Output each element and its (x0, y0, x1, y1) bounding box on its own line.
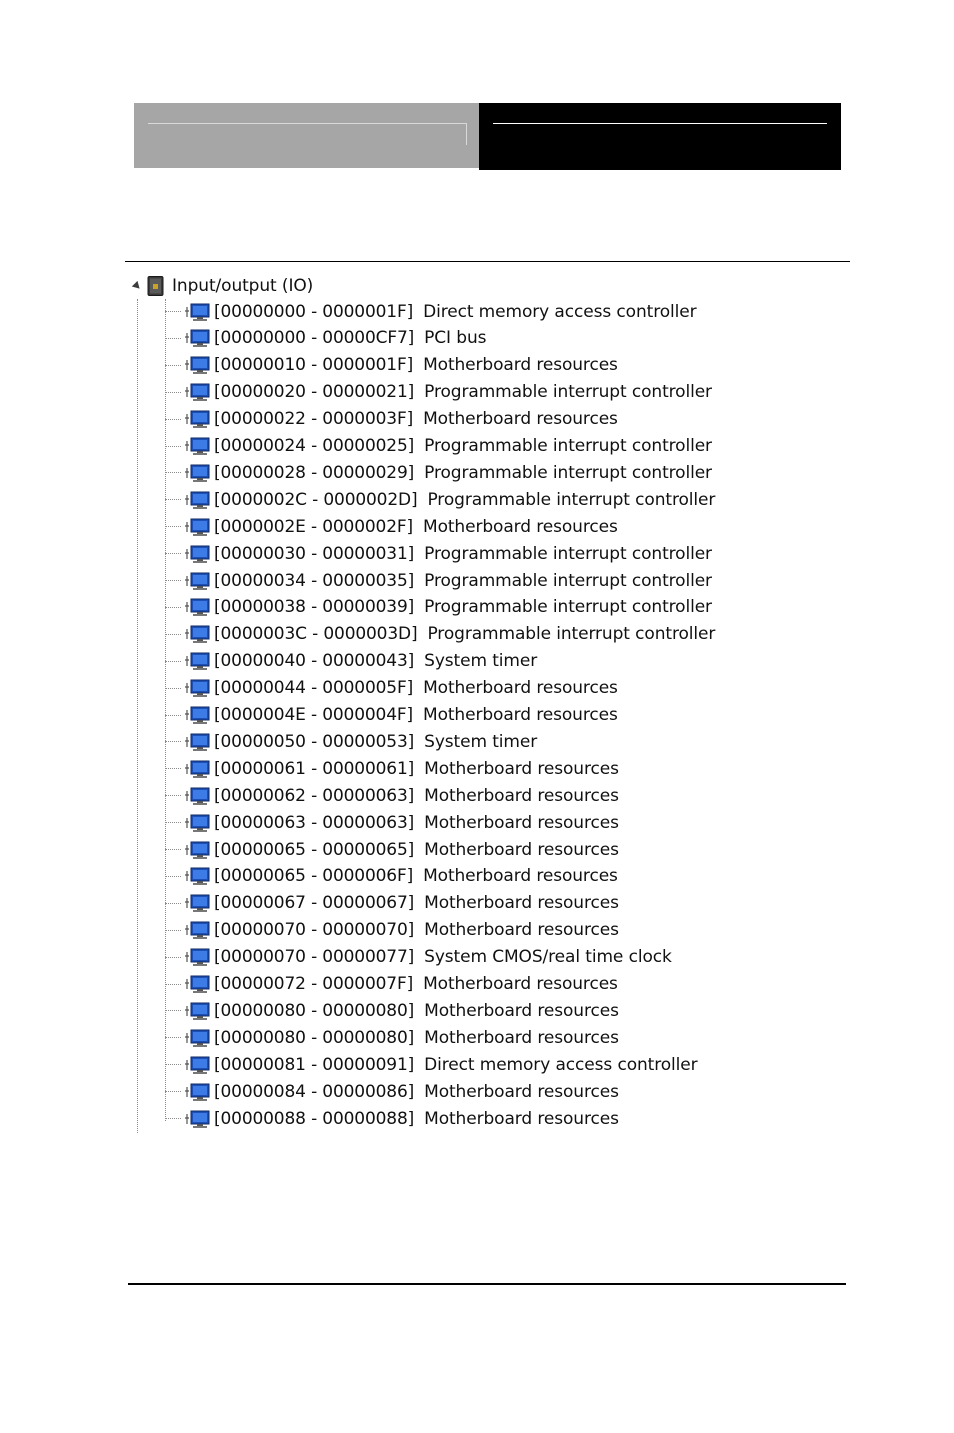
computer-device-icon (183, 786, 211, 806)
device-description: Motherboard resources (423, 974, 618, 994)
top-rule (125, 261, 850, 262)
tree-connector (165, 903, 181, 904)
tree-item[interactable] (165, 944, 672, 971)
header-gray-tick (466, 123, 467, 145)
device-description: Programmable interrupt controller (424, 462, 712, 483)
device-description: Motherboard resources (424, 785, 619, 806)
tree-connector (165, 795, 181, 796)
io-range: [00000010 - 0000001F] (214, 355, 414, 376)
tree-connector (165, 338, 181, 339)
computer-device-icon (183, 409, 211, 429)
io-range: [00000000 - 00000CF7] (214, 328, 415, 349)
tree-connector (165, 580, 181, 581)
device-description: Motherboard resources (424, 920, 619, 941)
computer-device-icon (183, 1082, 211, 1102)
computer-device-icon (183, 651, 211, 671)
tree-connector (165, 1064, 181, 1065)
tree-item[interactable] (165, 782, 619, 809)
tree-item[interactable] (165, 1024, 619, 1051)
tree-connector (165, 419, 181, 420)
device-description: Motherboard resources (424, 758, 619, 779)
tree-connector (165, 499, 181, 500)
device-description: Programmable interrupt controller (427, 624, 716, 645)
device-description: Motherboard resources (423, 866, 618, 887)
computer-device-icon (183, 947, 211, 967)
device-description: Motherboard resources (424, 893, 619, 914)
tree-connector (165, 634, 181, 635)
device-description: System timer (424, 651, 538, 672)
io-range: [00000072 - 0000007F] (214, 974, 414, 994)
tree-item[interactable] (165, 863, 618, 890)
tree-item[interactable] (165, 298, 697, 325)
tree-item[interactable] (165, 890, 619, 917)
tree-item[interactable] (165, 755, 619, 782)
io-range: [00000034 - 00000035] (214, 570, 415, 591)
device-description: Motherboard resources (424, 1108, 619, 1129)
io-range: [0000003C - 0000003D] (214, 624, 418, 645)
computer-device-icon (183, 328, 211, 348)
header-gray-line (148, 123, 466, 124)
device-description: Motherboard resources (424, 812, 619, 833)
device-description: Motherboard resources (423, 705, 618, 725)
device-description: Motherboard resources (423, 409, 618, 430)
device-description: Programmable interrupt controller (424, 597, 712, 618)
io-range: [00000030 - 00000031] (214, 543, 415, 564)
tree-item[interactable] (165, 1051, 698, 1078)
io-range: [00000024 - 00000025] (214, 436, 415, 456)
io-range: [00000038 - 00000039] (214, 597, 415, 618)
tree-item[interactable] (165, 621, 715, 648)
tree-connector (165, 446, 181, 447)
header-black-line (493, 123, 827, 124)
bottom-rule (128, 1283, 846, 1285)
tree-connector (165, 876, 181, 877)
computer-device-icon (183, 597, 211, 617)
computer-device-icon (183, 974, 211, 994)
tree-connector (165, 1010, 181, 1011)
tree-item[interactable] (165, 1105, 619, 1132)
device-description: System CMOS/real time clock (424, 947, 672, 968)
tree-connector (165, 849, 181, 850)
tree-item[interactable] (165, 325, 486, 352)
io-range: [00000088 - 00000088] (214, 1108, 415, 1129)
tree-item[interactable] (165, 997, 619, 1024)
io-range: [00000050 - 00000053] (214, 731, 415, 752)
tree-item[interactable] (165, 486, 715, 513)
header-gray-bar (134, 103, 479, 168)
io-range: [00000065 - 00000065] (214, 839, 415, 860)
computer-device-icon (183, 302, 211, 322)
tree-connector (165, 930, 181, 931)
io-range: [00000081 - 00000091] (214, 1054, 415, 1075)
computer-device-icon (183, 759, 211, 779)
computer-device-icon (183, 1109, 211, 1129)
computer-device-icon (183, 490, 211, 510)
io-range: [00000061 - 00000061] (214, 758, 415, 779)
io-range: [0000004E - 0000004F] (214, 705, 413, 725)
computer-device-icon (183, 436, 211, 456)
tree-connector (165, 1118, 181, 1119)
tree-item[interactable] (165, 809, 619, 836)
io-range: [00000020 - 00000021] (214, 382, 415, 403)
tree-root-label: Input/output (IO) (172, 275, 314, 296)
tree-connector (165, 957, 181, 958)
io-range: [00000080 - 00000080] (214, 1000, 415, 1021)
device-description: Programmable interrupt controller (424, 382, 712, 403)
computer-device-icon (183, 866, 211, 886)
io-range: [00000028 - 00000029] (214, 462, 415, 483)
io-range: [00000000 - 0000001F] (214, 301, 414, 322)
tree-connector (165, 715, 181, 716)
tree-item[interactable] (165, 513, 618, 540)
io-range: [00000044 - 0000005F] (214, 678, 414, 699)
device-description: Motherboard resources (424, 839, 619, 860)
tree-item[interactable] (165, 728, 537, 755)
tree-item[interactable] (165, 459, 712, 486)
device-description: Motherboard resources (423, 678, 618, 699)
computer-device-icon (183, 705, 211, 725)
tree-item[interactable] (165, 675, 618, 702)
tree-connector (165, 661, 181, 662)
tree-connector (165, 526, 181, 527)
computer-device-icon (183, 571, 211, 591)
io-range: [0000002C - 0000002D] (214, 489, 418, 510)
tree-item[interactable] (165, 352, 618, 379)
device-description: Programmable interrupt controller (424, 436, 712, 456)
computer-device-icon (183, 355, 211, 375)
device-description: System timer (424, 731, 538, 752)
tree-connector (165, 822, 181, 823)
io-range: [00000022 - 0000003F] (214, 409, 414, 430)
tree-item[interactable] (165, 379, 712, 406)
device-description: Motherboard resources (423, 516, 618, 537)
tree-item[interactable] (165, 648, 537, 675)
device-description: Programmable interrupt controller (427, 489, 716, 510)
device-description: Motherboard resources (424, 1000, 619, 1021)
tree-connector (165, 984, 181, 985)
tree-connector (165, 311, 181, 312)
tree-item[interactable] (165, 971, 618, 998)
io-range: [00000070 - 00000077] (214, 947, 415, 968)
computer-device-icon (183, 1028, 211, 1048)
io-range: [00000065 - 0000006F] (214, 866, 414, 887)
computer-device-icon (183, 893, 211, 913)
device-description: PCI bus (424, 328, 487, 349)
computer-device-icon (183, 813, 211, 833)
tree-connector (165, 553, 181, 554)
computer-device-icon (183, 1055, 211, 1075)
tree-connector (165, 768, 181, 769)
io-range: [00000080 - 00000080] (214, 1027, 415, 1048)
tree-connector (165, 1091, 181, 1092)
tree-item[interactable] (165, 567, 712, 594)
expand-arrow-icon[interactable] (132, 281, 143, 292)
computer-device-icon (183, 1001, 211, 1021)
tree-item[interactable] (165, 917, 619, 944)
computer-device-icon (183, 517, 211, 537)
tree-connector (165, 1037, 181, 1038)
tree-item[interactable] (165, 406, 618, 433)
computer-device-icon (183, 463, 211, 483)
computer-device-icon (183, 678, 211, 698)
device-description: Motherboard resources (423, 355, 618, 376)
io-range: [00000062 - 00000063] (214, 785, 415, 806)
tree-guide-line (137, 299, 138, 1133)
computer-device-icon (183, 382, 211, 402)
computer-device-icon (183, 732, 211, 752)
tree-connector (165, 741, 181, 742)
io-range: [00000063 - 00000063] (214, 812, 415, 833)
io-range: [00000040 - 00000043] (214, 651, 415, 672)
tree-root-io[interactable] (131, 272, 313, 299)
tree-connector (165, 365, 181, 366)
tree-item[interactable] (165, 702, 618, 729)
device-description: Programmable interrupt controller (424, 543, 712, 564)
tree-item[interactable] (165, 1078, 619, 1105)
device-description: Motherboard resources (424, 1027, 619, 1048)
tree-item[interactable] (165, 540, 712, 567)
computer-device-icon (183, 840, 211, 860)
tree-item[interactable] (165, 836, 619, 863)
io-range: [0000002E - 0000002F] (214, 516, 413, 537)
tree-item[interactable] (165, 433, 712, 460)
tree-item[interactable] (165, 594, 712, 621)
io-range: [00000070 - 00000070] (214, 920, 415, 941)
tree-connector (165, 607, 181, 608)
device-description: Motherboard resources (424, 1081, 619, 1102)
tree-connector (165, 472, 181, 473)
device-description: Direct memory access controller (424, 1054, 698, 1075)
device-description: Direct memory access controller (423, 301, 697, 322)
computer-device-icon (183, 624, 211, 644)
device-description: Programmable interrupt controller (424, 570, 712, 591)
header-black-bar (479, 103, 841, 170)
tree-connector (165, 392, 181, 393)
computer-device-icon (183, 920, 211, 940)
tree-connector (165, 688, 181, 689)
computer-device-icon (183, 544, 211, 564)
io-chip-icon (147, 276, 164, 296)
io-range: [00000084 - 00000086] (214, 1081, 415, 1102)
io-range: [00000067 - 00000067] (214, 893, 415, 914)
